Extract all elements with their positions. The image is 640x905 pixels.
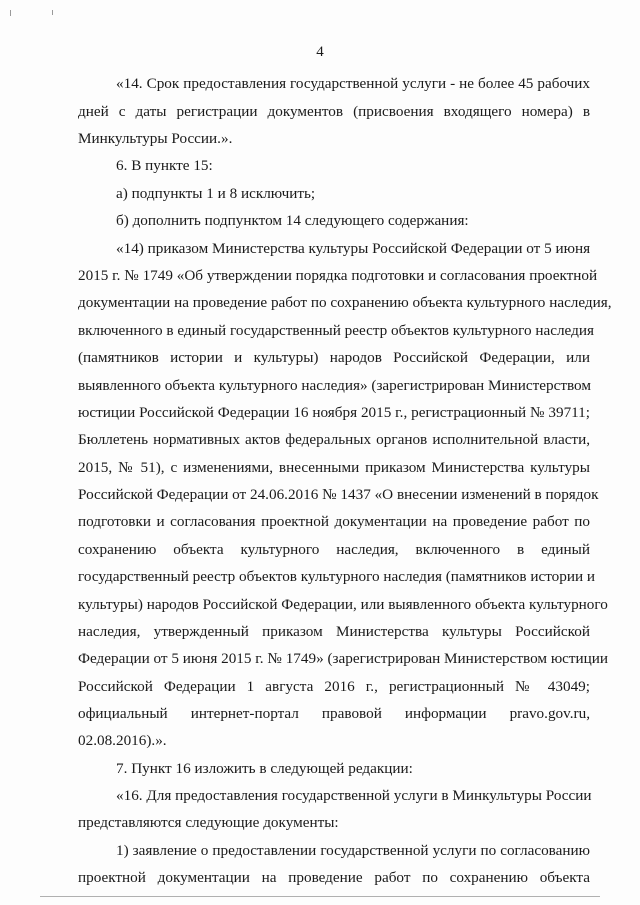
paragraph-line: дней с даты регистрации документов (присвоения входящего номера) в: [78, 103, 590, 120]
paragraph-line: б) дополнить подпунктом 14 следующего содержания:: [116, 212, 469, 229]
paragraph-line: проектной документации на проведение работ по сохранению объекта: [78, 869, 590, 886]
paragraph-line: Бюллетень нормативных актов федеральных органов исполнительной власти,: [78, 431, 590, 448]
paragraph-line: 1) заявление о предоставлении государственной услуги по согласованию: [116, 842, 590, 859]
scan-edge-mark: [52, 10, 53, 15]
paragraph-line: культуры) народов Российской Федерации, или выявленного объекта культурного: [78, 596, 608, 613]
paragraph-line: 7. Пункт 16 изложить в следующей редакции:: [116, 760, 413, 777]
paragraph-line: Российской Федерации 1 августа 2016 г., регистрационный № 43049;: [78, 678, 590, 695]
paragraph-line: сохранению объекта культурного наследия, включенного в единый: [78, 541, 590, 558]
paragraph-line: «14) приказом Министерства культуры Российской Федерации от 5 июня: [116, 240, 591, 257]
paragraph-line: наследия, утвержденный приказом Министерства культуры Российской: [78, 623, 590, 640]
paragraph-line: Минкультуры России.».: [78, 130, 233, 147]
paragraph-line: подготовки и согласования проектной документации на проведение работ по: [78, 513, 590, 530]
paragraph-line: 2015 г. № 1749 «Об утверждении порядка подготовки и согласования проектной: [78, 267, 598, 284]
page-number: 4: [316, 44, 324, 60]
paragraph-line: 02.08.2016).».: [78, 732, 167, 749]
paragraph-line: выявленного объекта культурного наследия» (зарегистрирован Министерством: [78, 377, 591, 394]
scan-edge-mark: [10, 10, 11, 16]
paragraph-line: государственный реестр объектов культурного наследия (памятников истории и: [78, 568, 595, 585]
paragraph-line: включенного в единый государственный реестр объектов культурного наследия: [78, 322, 594, 339]
scan-artifact-line: [40, 896, 600, 897]
paragraph-line: официальный интернет-портал правовой информации pravo.gov.ru,: [78, 705, 590, 722]
paragraph-line: представляются следующие документы:: [78, 814, 339, 831]
paragraph-line: юстиции Российской Федерации 16 ноября 2015 г., регистрационный № 39711;: [78, 404, 590, 421]
paragraph-line: 6. В пункте 15:: [116, 157, 213, 174]
paragraph-line: Федерации от 5 июня 2015 г. № 1749» (зарегистрирован Министерством юстиции: [78, 650, 609, 667]
paragraph-line: документации на проведение работ по сохранению объекта культурного наследия,: [78, 294, 612, 311]
paragraph-line: (памятников истории и культуры) народов Российской Федерации, или: [78, 349, 590, 366]
paragraph-line: Российской Федерации от 24.06.2016 № 1437 «О внесении изменений в порядок: [78, 486, 599, 503]
paragraph-line: «14. Срок предоставления государственной услуги - не более 45 рабочих: [116, 75, 590, 92]
paragraph-line: «16. Для предоставления государственной услуги в Минкультуры России: [116, 787, 592, 804]
paragraph-line: а) подпункты 1 и 8 исключить;: [116, 185, 316, 202]
paragraph-line: 2015, № 51), с изменениями, внесенными приказом Министерства культуры: [78, 459, 590, 476]
